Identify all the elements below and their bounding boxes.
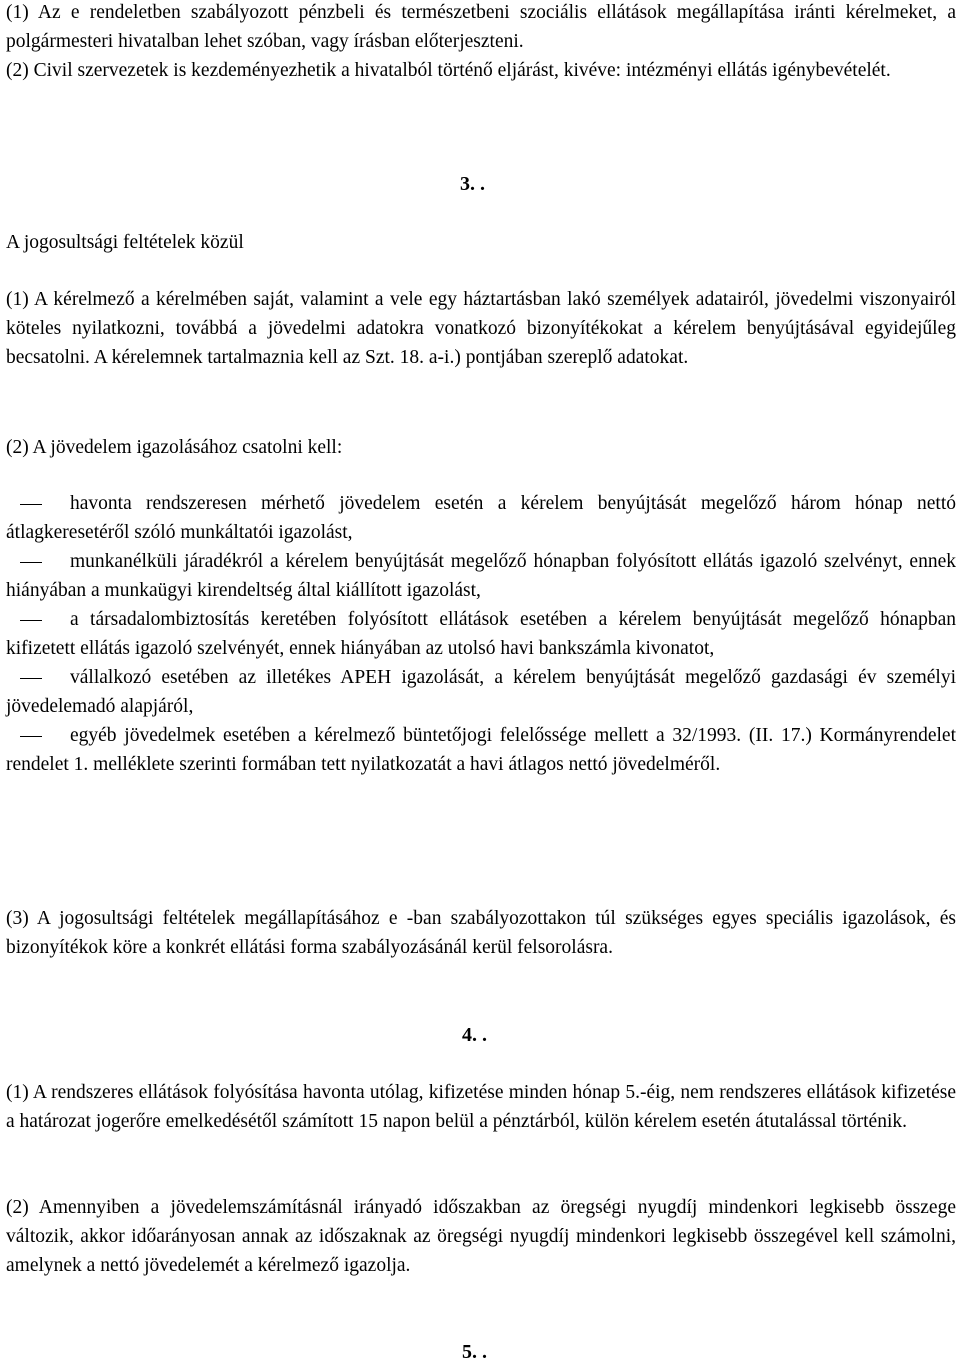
list-item: havonta rendszeresen mérhető jövedelem esetén a kérelem benyújtását megelőző három hónap nettó átlagkeresetéről szóló munkáltatói igazolást, [6,493,956,543]
income-proof-list [6,489,956,779]
section-4-paragraph-1: (1) A rendszeres ellátások folyósítása havonta utólag, kifizetése minden hónap 5.-éig, nem rendszeres ellátások kifizetése a határozat jogerőre emelkedésétől számított 15 napon belül a pénztárból, külön kérelem esetén átutalással történik. [6,1082,956,1132]
list-item: vállalkozó esetében az illetékes APEH igazolását, a kérelem benyújtását megelőző gazdasági év személyi jövedelemadó alapjáról, [6,667,956,717]
intro-paragraph-1: (1) Az e rendeletben szabályozott pénzbeli és természetbeni szociális ellátások megállapítása iránti kérelmeket, a polgármesteri hivatalban lehet szóban, vagy írásban előterjeszteni. [6,2,956,52]
section-3-subtitle: A jogosultsági feltételek közül [6,232,244,253]
dash-bullet-icon [20,620,42,621]
section-5-heading: 5. . [462,1341,487,1363]
dash-bullet-icon [20,736,42,737]
section-3-paragraph-2: (2) A jövedelem igazolásához csatolni kell: [6,437,343,458]
list-item: egyéb jövedelmek esetében a kérelmező büntetőjogi felelőssége mellett a 32/1993. (II. 17.) Kormányrendelet rendelet 1. melléklete szerinti formában tett nyilatkozatát a havi átlagos nettó jövedelméről. [6,725,956,775]
section-3-paragraph-1: (1) A kérelmező a kérelmében saját, valamint a vele egy háztartásban lakó személyek adatairól, jövedelmi viszonyairól köteles nyilatkozni, továbbá a jövedelmi adatokra vonatkozó bizonyítékokat a kérelem benyújtásával egyidejűleg becsatolni. A kérelemnek tartalmaznia kell az Szt. 18. a-i.) pontjában szereplő adatokat. [6,289,956,368]
dash-bullet-icon [20,678,42,679]
dash-bullet-icon [20,562,42,563]
list-item: a társadalombiztosítás keretében folyósított ellátások esetében a kérelem benyújtását megelőző hónapban kifizetett ellátás igazoló szelvényét, ennek hiányában az utolsó havi bankszámla kivonatot, [6,609,956,659]
list-item: munkanélküli járadékról a kérelem benyújtását megelőző hónapban folyósított ellátás igazoló szelvényt, ennek hiányában a munkaügyi kirendeltség által kiállított igazolást, [6,551,956,601]
section-4-paragraph-2: (2) Amennyiben a jövedelemszámításnál irányadó időszakban az öregségi nyugdíj mindenkori legkisebb összege változik, akkor időarányosan annak az időszaknak az öregségi nyugdíj mindenkori legkisebb összegével kell számolni, amelynek a nettó jövedelemét a kérelmező igazolja. [6,1197,956,1276]
intro-paragraph-2: (2) Civil szervezetek is kezdeményezhetik a hivatalból történő eljárást, kivéve: intézményi ellátás igénybevételét. [6,60,891,81]
section-3-paragraph-3: (3) A jogosultsági feltételek megállapításához e -ban szabályozottakon túl szükséges egyes speciális igazolások, és bizonyítékok köre a konkrét ellátási forma szabályozásánál kerül felsorolásra. [6,908,956,958]
dash-bullet-icon [20,504,42,505]
section-3-heading: 3. . [460,173,485,195]
section-4-heading: 4. . [462,1024,487,1046]
